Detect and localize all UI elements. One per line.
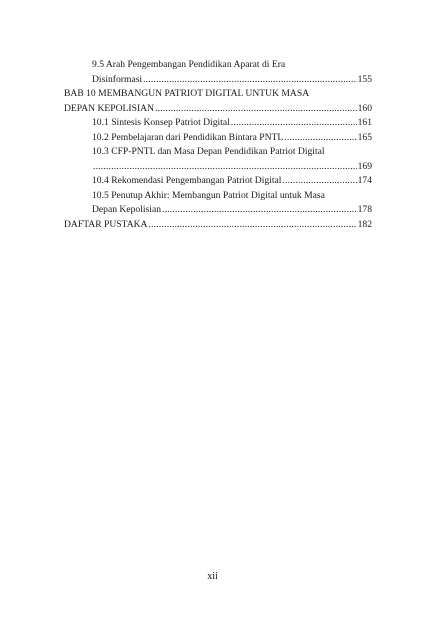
toc-page-number: 155 [357, 73, 372, 85]
toc-entry-title: BAB 10 MEMBANGUN PATRIOT DIGITAL UNTUK MASA [64, 88, 310, 99]
toc-entry-title: 9.5 Arah Pengembangan Pendidikan Aparat di Era [92, 59, 286, 70]
toc-entry-title: 10.2 Pembelajaran dari Pendidikan Bintara PNTL [92, 131, 284, 143]
toc-entry-10-5[interactable] [64, 189, 372, 218]
toc-entry-daftar-pustaka[interactable] [64, 218, 372, 233]
toc-entry-9-5[interactable] [64, 58, 372, 87]
toc-entry-10-4[interactable] [64, 174, 372, 189]
dot-leader [143, 73, 357, 88]
dot-leader [149, 218, 357, 233]
toc-entry-bab-10[interactable] [64, 87, 372, 116]
dot-leader [155, 102, 357, 117]
toc-entry-title: DAFTAR PUSTAKA [64, 218, 148, 230]
toc-page-number: 174 [357, 175, 372, 186]
dot-leader [282, 174, 356, 189]
dot-leader [93, 160, 357, 175]
toc-page-number: 169 [357, 160, 372, 172]
toc-entry-title-cont: DEPAN KEPOLISIAN [64, 102, 154, 114]
toc-entry-10-2[interactable] [64, 131, 372, 146]
toc-page-number: 165 [357, 131, 372, 143]
toc-page-number: 178 [357, 204, 372, 215]
toc-page-number: 160 [357, 102, 372, 114]
dot-leader [162, 203, 357, 218]
toc-page-number: 161 [357, 117, 372, 128]
dot-leader [284, 131, 356, 146]
table-of-contents [64, 58, 372, 232]
toc-page-number: 182 [357, 218, 372, 230]
toc-entry-title: 10.1 Sintesis Konsep Patriot Digital [92, 117, 230, 128]
toc-entry-title: 10.4 Rekomendasi Pengembangan Patriot Digital [92, 175, 282, 186]
toc-entry-title: 10.5 Penutup Akhir: Membangun Patriot Digital untuk Masa [92, 189, 325, 201]
toc-entry-title: 10.3 CFP-PNTL dan Masa Depan Pendidikan Patriot Digital [92, 146, 325, 157]
toc-entry-10-3[interactable] [64, 145, 372, 174]
toc-entry-title-cont: Disinformasi [92, 73, 143, 85]
toc-entry-title-cont: Depan Kepolisian [92, 204, 162, 215]
toc-entry-10-1[interactable] [64, 116, 372, 131]
dot-leader [231, 116, 357, 131]
page-number-footer: xii [207, 571, 218, 582]
